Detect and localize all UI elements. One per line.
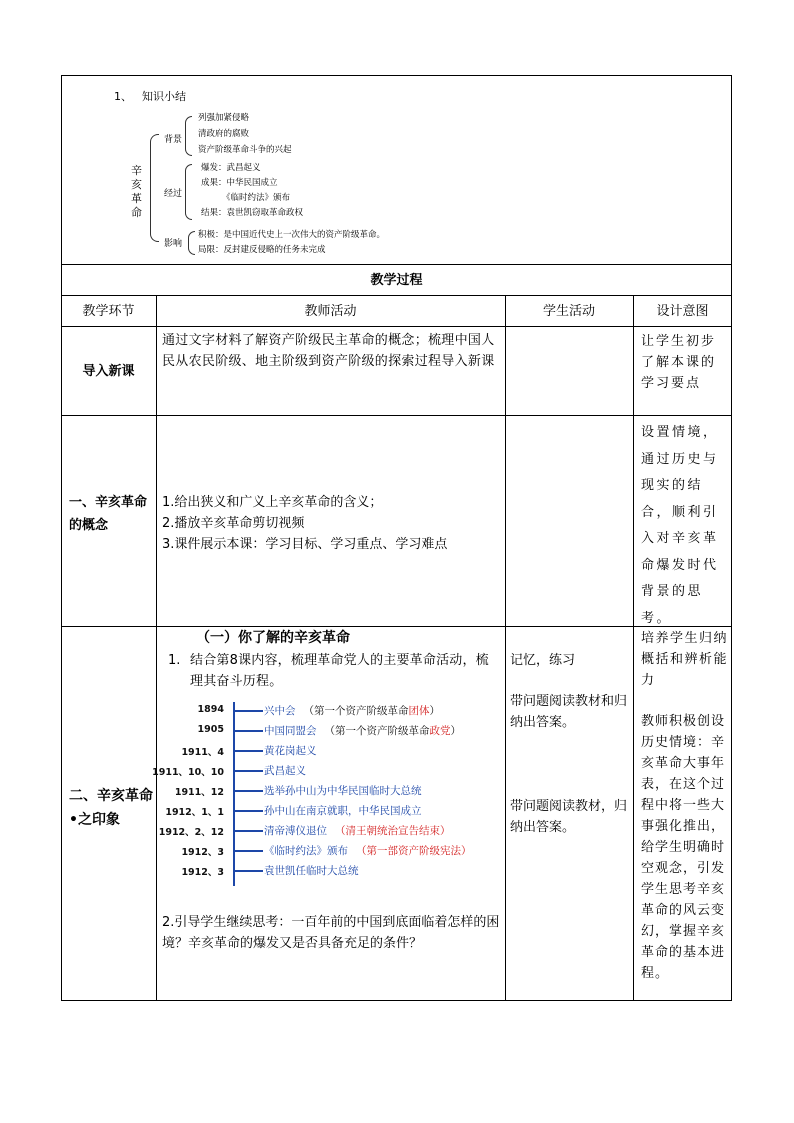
branch-brace [185, 164, 192, 220]
row-divider [61, 626, 732, 627]
mindmap-root: 辛亥革命 [131, 164, 142, 219]
timeline-event-label: 武昌起义 [264, 765, 306, 777]
timeline-tick [233, 790, 263, 792]
row-divider [61, 295, 732, 296]
timeline-note-highlight: 团体 [408, 705, 430, 717]
timeline-year: 1912、3 [181, 847, 224, 858]
timeline-note: ） [429, 705, 440, 717]
teacher-line: 1.给出狭义和广义上辛亥革命的含义； [162, 495, 383, 510]
timeline-note: ） [450, 725, 461, 737]
timeline-event [264, 843, 472, 858]
timeline-tick [233, 750, 263, 752]
timeline-event-label: 孙中山在南京就职，中华民国成立 [264, 805, 422, 817]
branch-item: 积极：是中国近代史上一次伟大的资产阶级革命。 [198, 230, 386, 240]
timeline-event-label: 清帝溥仪退位 [264, 825, 327, 837]
branch-label: 经过 [164, 189, 183, 199]
branch-item: 局限：反封建反侵略的任务未完成 [198, 245, 326, 255]
timeline-year: 1912、1、1 [165, 807, 224, 818]
timeline-event [264, 803, 422, 818]
teacher-line: 3.课件展示本课：学习目标、学习重点、学习难点 [162, 537, 448, 552]
teacher-line: 2.播放辛亥革命剪切视频 [162, 516, 305, 531]
col-divider [633, 295, 634, 1001]
summary-number: 1、 [114, 90, 132, 103]
timeline-event-label: 兴中会 [264, 705, 296, 717]
timeline-event [264, 783, 422, 798]
intent-cell: 设置情境，通过历史与现实的结合，顺利引入对辛亥革命爆发时代背景的思考。 [641, 425, 719, 626]
timeline-event-label: 中国同盟会 [264, 725, 317, 737]
timeline-tick [233, 770, 263, 772]
timeline-event [264, 743, 317, 758]
timeline-event-label: 袁世凯任临时大总统 [264, 865, 359, 877]
timeline-tick [233, 830, 263, 832]
timeline-year: 1911、12 [174, 787, 224, 798]
branch-item: 《临时约法》颁布 [222, 193, 291, 203]
timeline-note: （第一个资产阶级革命 [324, 725, 430, 737]
timeline-event-label: 《临时约法》颁布 [264, 845, 348, 857]
teacher-item-number: 1. [168, 653, 181, 668]
timeline-event [264, 763, 306, 778]
branch-item: 列强加紧侵略 [198, 113, 250, 123]
timeline-year: 1905 [197, 724, 224, 735]
teaching-process-title: 教学过程 [370, 273, 423, 288]
mindmap-root-brace [150, 134, 159, 242]
timeline-tick [233, 850, 263, 852]
timeline-note-highlight: （清王朝统治宣告结束） [335, 825, 451, 837]
timeline-year: 1912、3 [181, 867, 224, 878]
header-teacher: 教师活动 [304, 304, 357, 319]
intent-line: 教师积极创设历史情境：辛亥革命大事年表，在这个过程中将一些大事强化推出，给学生明确时空观念，引发学生思考辛亥革命的风云变幻，掌握辛亥革命的基本进程。 [641, 714, 726, 981]
stage-cell: 二、辛亥革命•之印象 [69, 788, 153, 828]
student-line: 带问题阅读教材，归纳出答案。 [510, 799, 628, 835]
timeline-year: 1911、4 [181, 747, 224, 758]
branch-label: 背景 [164, 135, 183, 145]
timeline-note-highlight: （第一部资产阶级宪法） [356, 845, 472, 857]
col-divider [156, 295, 157, 1001]
student-line: 带问题阅读教材和归纳出答案。 [510, 694, 628, 730]
timeline-event-label: 黄花岗起义 [264, 745, 317, 757]
stage-cell: 导入新课 [82, 364, 135, 379]
header-student: 学生活动 [542, 304, 595, 319]
stage-cell: 一、辛亥革命的概念 [69, 495, 148, 533]
timeline-tick [233, 870, 263, 872]
timeline [152, 700, 500, 890]
row-divider [61, 264, 732, 265]
timeline-tick [233, 710, 263, 712]
timeline-event [264, 823, 451, 838]
summary-title: 知识小结 [142, 90, 186, 103]
teacher-cell: 通过文字材料了解资产阶级民主革命的概念；梳理中国人民从农民阶级、地主阶级到资产阶级的探索过程导入新课 [162, 333, 495, 369]
intent-line: 培养学生归纳概括和辨析能力 [641, 631, 729, 688]
row-divider [61, 326, 732, 327]
timeline-note-highlight: 政党 [429, 725, 451, 737]
branch-item: 资产阶级革命斗争的兴起 [198, 145, 292, 155]
timeline-event-label: 选举孙中山为中华民国临时大总统 [264, 785, 422, 797]
branch-item: 清政府的腐败 [198, 129, 250, 139]
timeline-tick [233, 730, 263, 732]
branch-brace [185, 116, 192, 156]
timeline-year: 1911、10、10 [152, 767, 224, 778]
student-line: 记忆，练习 [510, 653, 576, 668]
branch-brace [188, 231, 195, 255]
teacher-item: 2.引导学生继续思考：一百年前的中国到底面临着怎样的困境？辛亥革命的爆发又是否具备充足的条件？ [162, 915, 500, 951]
teacher-item: 结合第8课内容，梳理革命党人的主要革命活动，梳理其奋斗历程。 [190, 653, 489, 689]
header-stage: 教学环节 [82, 304, 135, 319]
timeline-event [264, 863, 359, 878]
branch-item: 成果：中华民国成立 [201, 178, 278, 188]
intent-cell: 让学生初步了解本课的学习要点 [641, 334, 717, 391]
col-divider [505, 295, 506, 1001]
header-intent: 设计意图 [656, 304, 709, 319]
timeline-event [264, 703, 440, 718]
branch-label: 影响 [164, 239, 183, 249]
timeline-event [264, 723, 461, 738]
teacher-heading: （一）你了解的辛亥革命 [196, 630, 350, 646]
timeline-note: （第一个资产阶级革命 [303, 705, 409, 717]
timeline-year: 1912、2、12 [158, 827, 224, 838]
branch-item: 爆发：武昌起义 [201, 163, 261, 173]
branch-item: 结果：袁世凯窃取革命政权 [201, 208, 304, 218]
row-divider [61, 415, 732, 416]
timeline-tick [233, 810, 263, 812]
timeline-year: 1894 [197, 704, 224, 715]
